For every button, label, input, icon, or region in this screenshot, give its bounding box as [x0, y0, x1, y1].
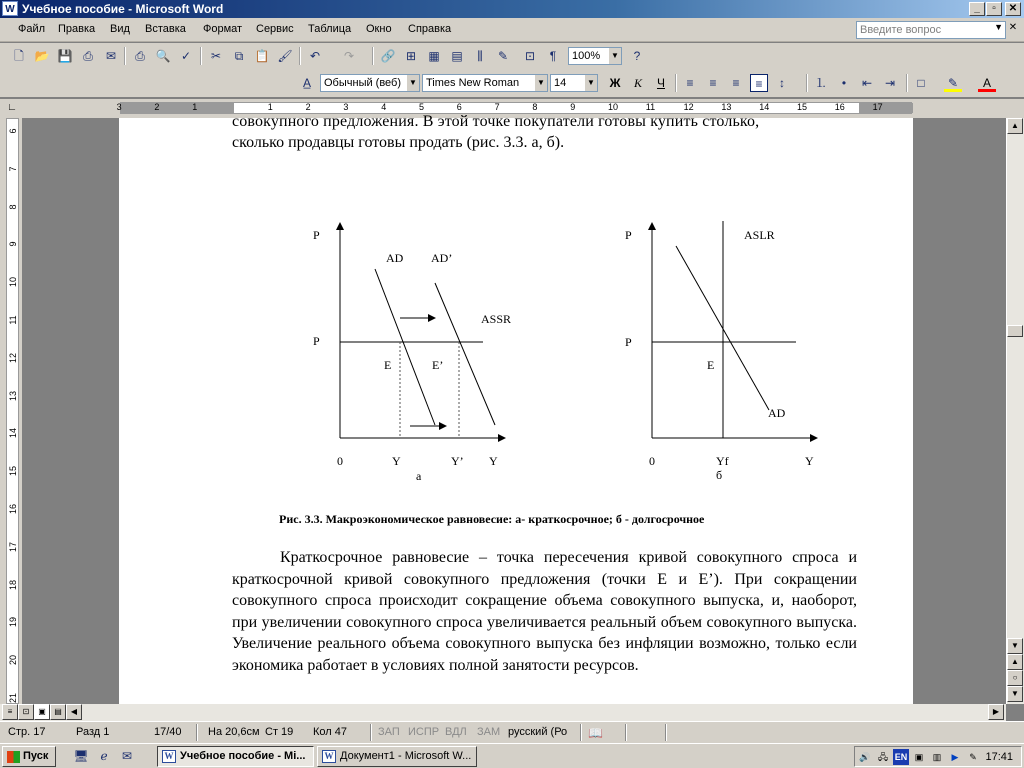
- figure-a-short-run[interactable]: [299, 213, 529, 478]
- scroll-thumb[interactable]: [1007, 325, 1023, 337]
- fig-a-ad-prime-curve: [435, 283, 495, 425]
- taskbar-button-textbook-label: Учебное пособие - Mi...: [180, 750, 306, 762]
- hyperlink-icon[interactable]: 🔗: [380, 49, 396, 63]
- align-left-icon[interactable]: ≡: [686, 76, 694, 90]
- align-right-icon[interactable]: ≡: [732, 76, 740, 90]
- menu-format[interactable]: Формат: [203, 23, 243, 35]
- bold-button[interactable]: Ж: [609, 76, 621, 90]
- redo-icon[interactable]: ↷: [343, 49, 355, 63]
- status-at: На 20,6см: [208, 726, 260, 738]
- help-icon[interactable]: ?: [633, 49, 641, 63]
- copy-icon[interactable]: ⧉: [234, 49, 244, 63]
- status-pages: 17/40: [154, 726, 182, 738]
- fig-a-p-axis-label: P: [313, 228, 320, 242]
- chevron-down-icon[interactable]: ▼: [994, 22, 1003, 32]
- close-button[interactable]: ✕: [1005, 2, 1021, 16]
- tray-app-icon[interactable]: ▣: [914, 752, 924, 762]
- show-desktop-icon[interactable]: 🖥: [73, 749, 89, 763]
- font-value: Times New Roman: [426, 77, 520, 89]
- zoom-combo[interactable]: [568, 47, 622, 65]
- clock: 17:41: [985, 751, 1013, 763]
- next-page-icon[interactable]: ▼: [1007, 686, 1023, 702]
- document-area[interactable]: [22, 113, 1006, 704]
- word-doc-icon: W: [162, 750, 176, 763]
- fig-a-p-level-label: P: [313, 334, 320, 348]
- windows-logo-icon: [7, 751, 20, 763]
- ask-question-input[interactable]: [856, 21, 1006, 39]
- ruler-number: 11: [645, 102, 656, 112]
- justify-icon[interactable]: ≡: [750, 74, 768, 92]
- style-combo[interactable]: [320, 74, 420, 92]
- fig-b-aslr-label: ASLR: [744, 228, 775, 242]
- numbering-icon[interactable]: ⒈: [814, 76, 827, 90]
- status-section: Разд 1: [76, 726, 110, 738]
- styles-formatting-icon[interactable]: A̲: [302, 76, 311, 90]
- style-value: Обычный (веб): [324, 77, 402, 89]
- vruler-number: 20: [8, 655, 18, 666]
- web-view-icon[interactable]: ⊡: [18, 704, 34, 720]
- open-icon[interactable]: 📂: [34, 49, 50, 63]
- status-line: Ст 19: [265, 726, 294, 738]
- tab-selector-icon[interactable]: ∟: [7, 102, 17, 113]
- spelling-icon[interactable]: ✓: [180, 49, 192, 63]
- figure-b-long-run[interactable]: [611, 213, 841, 478]
- fig-b-yf-label: Yf: [716, 454, 729, 468]
- menu-tools[interactable]: Сервис: [256, 23, 294, 35]
- ruler-number: 4: [381, 102, 387, 112]
- ruler-number: 10: [608, 102, 619, 112]
- menu-edit[interactable]: Правка: [58, 23, 96, 35]
- doc-close-icon[interactable]: ✕: [1008, 22, 1018, 33]
- tray-pen-icon[interactable]: ✎: [969, 752, 977, 762]
- menu-window[interactable]: Окно: [366, 23, 392, 35]
- undo-icon[interactable]: ↶: [309, 49, 321, 63]
- font-size-combo[interactable]: [550, 74, 598, 92]
- fig-b-origin-label: 0: [649, 454, 655, 468]
- ruler-number: 12: [683, 102, 694, 112]
- italic-button[interactable]: К: [634, 76, 642, 90]
- ruler-number: 2: [305, 102, 311, 112]
- menu-view[interactable]: Вид: [110, 23, 130, 35]
- vruler-number: 19: [8, 617, 18, 628]
- body-paragraph[interactable]: Краткосрочное равновесие – точка пересечения кривой совокупного спроса и краткосрочной кривой совокупного предложения (точки Е и Е’). При сокращении совокупного спроса происходит сокращение объема совокупного выпуска, и, наоборот, при увеличении совокупного спроса увеличивается реальный объем совокупного выпуска. Увеличение реального объема совокупного выпуска без инфляции возможно, только если экономика работает в условиях полной занятости ресурсов.: [232, 549, 857, 674]
- ruler-number: 13: [721, 102, 732, 112]
- drawing-icon[interactable]: ✎: [497, 49, 509, 63]
- scroll-left-icon[interactable]: ◀: [66, 704, 82, 720]
- select-browse-object-icon[interactable]: ○: [1007, 670, 1023, 686]
- save-icon[interactable]: 💾: [57, 49, 73, 63]
- scroll-right-icon[interactable]: ▶: [988, 704, 1004, 720]
- ruler-number: 16: [834, 102, 845, 112]
- scroll-down-icon[interactable]: ▼: [1007, 638, 1023, 654]
- media-player-icon[interactable]: ▶: [951, 752, 959, 762]
- vruler-number: 7: [8, 166, 18, 172]
- ruler-number: 3: [343, 102, 349, 112]
- start-button[interactable]: [2, 746, 56, 767]
- spelling-status-icon[interactable]: 📖: [588, 726, 603, 740]
- fig-a-caption: а: [416, 469, 422, 483]
- fig-b-y-axis-label: Y: [805, 454, 814, 468]
- fig-b-p-axis-label: P: [625, 228, 632, 242]
- taskbar-button-document1-label: Документ1 - Microsoft W...: [340, 750, 472, 762]
- increase-indent-icon[interactable]: ⇥: [884, 76, 896, 90]
- document-page[interactable]: [119, 113, 913, 718]
- fig-a-ad-label: AD: [386, 251, 404, 265]
- taskbar: [0, 743, 1024, 768]
- fig-a-assr-label: ASSR: [481, 312, 512, 326]
- window-title: Учебное пособие - Microsoft Word: [22, 2, 224, 16]
- vruler-number: 13: [8, 390, 18, 401]
- highlight-icon[interactable]: ✎: [944, 74, 962, 92]
- status-language: русский (Ро: [508, 726, 568, 738]
- top-text-line-1[interactable]: совокупного предложения. В этой точке покупатели готовы купить столько,: [232, 113, 760, 130]
- top-text-line-2[interactable]: сколько продавцы готовы продать (рис. 3.3. а, б).: [232, 134, 565, 151]
- underline-button[interactable]: Ч: [657, 76, 665, 90]
- align-center-icon[interactable]: ≡: [709, 76, 717, 90]
- vruler-number: 14: [8, 428, 18, 439]
- vruler-number: 12: [8, 352, 18, 363]
- permission-icon[interactable]: ⎙: [83, 49, 93, 63]
- cut-icon[interactable]: ✂: [210, 49, 222, 63]
- chevron-down-icon[interactable]: ▼: [407, 75, 419, 91]
- horizontal-scrollbar[interactable]: [0, 704, 1006, 721]
- language-indicator[interactable]: EN: [893, 749, 909, 765]
- taskbar-button-textbook[interactable]: [157, 746, 314, 767]
- status-rec[interactable]: ЗАП: [378, 726, 400, 738]
- system-tray: [854, 746, 1022, 767]
- minimize-button[interactable]: _: [969, 2, 985, 16]
- fig-b-e-label: E: [707, 358, 715, 372]
- ruler-number: 7: [494, 102, 500, 112]
- fig-b-p-level-label: P: [625, 335, 632, 349]
- insert-table-icon[interactable]: ▦: [428, 49, 440, 63]
- decrease-indent-icon[interactable]: ⇤: [861, 76, 873, 90]
- figure-caption: Рис. 3.3. Макроэкономическое равновесие: а- краткосрочное; б - долгосрочное: [279, 512, 705, 526]
- paste-icon[interactable]: 📋: [254, 49, 270, 63]
- fig-a-e-prime-label: E’: [432, 358, 444, 372]
- line-spacing-icon[interactable]: ↕: [779, 76, 785, 90]
- zoom-value: 100%: [572, 50, 601, 62]
- normal-view-icon[interactable]: ≡: [2, 704, 18, 720]
- fig-a-y-label: Y: [392, 454, 401, 468]
- status-page: Стр. 17: [8, 726, 46, 738]
- columns-icon[interactable]: ⫼: [477, 49, 483, 63]
- ruler-number: 9: [570, 102, 576, 112]
- print-icon[interactable]: ⎙: [135, 49, 145, 63]
- outlook-express-icon[interactable]: ✉: [121, 749, 133, 763]
- vertical-ruler: [0, 118, 22, 704]
- font-color-icon[interactable]: A: [978, 74, 996, 92]
- vruler-number: 17: [8, 541, 18, 552]
- vruler-number: 9: [8, 241, 18, 247]
- maximize-button[interactable]: ▫: [986, 2, 1002, 16]
- ruler-number: 14: [759, 102, 770, 112]
- chevron-down-icon[interactable]: ▼: [535, 75, 547, 91]
- fig-a-y-axis-label: Y: [489, 454, 498, 468]
- status-trk[interactable]: ИСПР: [408, 726, 440, 738]
- insert-excel-icon[interactable]: ▤: [451, 49, 463, 63]
- ruler-number: 2: [154, 102, 160, 112]
- ruler-number: 3: [116, 102, 122, 112]
- vertical-scrollbar[interactable]: [1006, 118, 1024, 704]
- status-ovr[interactable]: ЗАМ: [477, 726, 501, 738]
- format-painter-icon[interactable]: 🖌: [277, 49, 293, 63]
- ruler-number: 1: [267, 102, 273, 112]
- taskbar-button-document1[interactable]: [317, 746, 477, 767]
- print-layout-view-icon[interactable]: ▣: [34, 704, 50, 720]
- fig-a-origin-label: 0: [337, 454, 343, 468]
- fig-a-ad-curve: [375, 269, 435, 425]
- vruler-number: 10: [8, 277, 18, 288]
- print-preview-icon[interactable]: 🔍: [155, 49, 171, 63]
- word-doc-icon: W: [322, 750, 336, 763]
- menu-file[interactable]: Файл: [18, 23, 46, 35]
- ruler-number: 6: [456, 102, 462, 112]
- ruler-number: 1: [192, 102, 198, 112]
- border-icon[interactable]: □: [917, 76, 925, 90]
- menu-insert[interactable]: Вставка: [145, 23, 186, 35]
- fig-b-ad-label: AD: [768, 406, 786, 420]
- chevron-down-icon[interactable]: ▼: [609, 48, 621, 64]
- reading-view-icon[interactable]: ▤: [50, 704, 66, 720]
- network-icon[interactable]: 🖧: [877, 752, 889, 762]
- speaker-icon[interactable]: 🔊: [859, 752, 871, 762]
- tables-borders-icon[interactable]: ⊞: [405, 49, 417, 63]
- status-ext[interactable]: ВДЛ: [445, 726, 467, 738]
- internet-explorer-icon[interactable]: ℯ: [100, 749, 108, 763]
- start-label: Пуск: [23, 750, 49, 762]
- menu-help[interactable]: Справка: [408, 23, 452, 35]
- ruler-number: 17: [872, 102, 883, 112]
- show-hide-icon[interactable]: ¶: [549, 49, 557, 63]
- vruler-number: 15: [8, 466, 18, 477]
- formatting-toolbar: [0, 70, 1024, 97]
- ruler-number: 15: [797, 102, 808, 112]
- vruler-number: 8: [8, 204, 18, 210]
- chevron-down-icon[interactable]: ▼: [585, 75, 597, 91]
- ruler-number: 5: [419, 102, 425, 112]
- scroll-up-icon[interactable]: ▲: [1007, 118, 1023, 134]
- vruler-number: 16: [8, 504, 18, 515]
- vruler-number: 21: [8, 693, 18, 704]
- previous-page-icon[interactable]: ▲: [1007, 654, 1023, 670]
- word-app-icon[interactable]: W: [2, 1, 18, 16]
- email-icon[interactable]: ✉: [105, 49, 117, 63]
- title-bar: [0, 0, 1024, 18]
- bullets-icon[interactable]: •: [841, 76, 847, 90]
- menu-table[interactable]: Таблица: [308, 23, 352, 35]
- status-bar: [0, 721, 1024, 743]
- vruler-number: 11: [8, 315, 18, 325]
- document-map-icon[interactable]: ⊡: [524, 49, 536, 63]
- fig-b-caption: б: [716, 468, 723, 482]
- new-document-icon[interactable]: 🗋: [14, 49, 24, 63]
- font-combo[interactable]: [422, 74, 548, 92]
- font-size-value: 14: [554, 77, 567, 89]
- vruler-number: 6: [8, 128, 18, 134]
- standard-toolbar: [0, 43, 1024, 70]
- fig-a-e-label: E: [384, 358, 392, 372]
- vruler-number: 18: [8, 579, 18, 590]
- status-column: Кол 47: [313, 726, 347, 738]
- fig-a-ad-prime-label: AD’: [431, 251, 453, 265]
- ask-question-placeholder: Введите вопрос: [860, 24, 942, 36]
- fig-a-y-prime-label: Y’: [451, 454, 464, 468]
- ruler-number: 8: [532, 102, 538, 112]
- tray-app2-icon[interactable]: ▥: [932, 752, 942, 762]
